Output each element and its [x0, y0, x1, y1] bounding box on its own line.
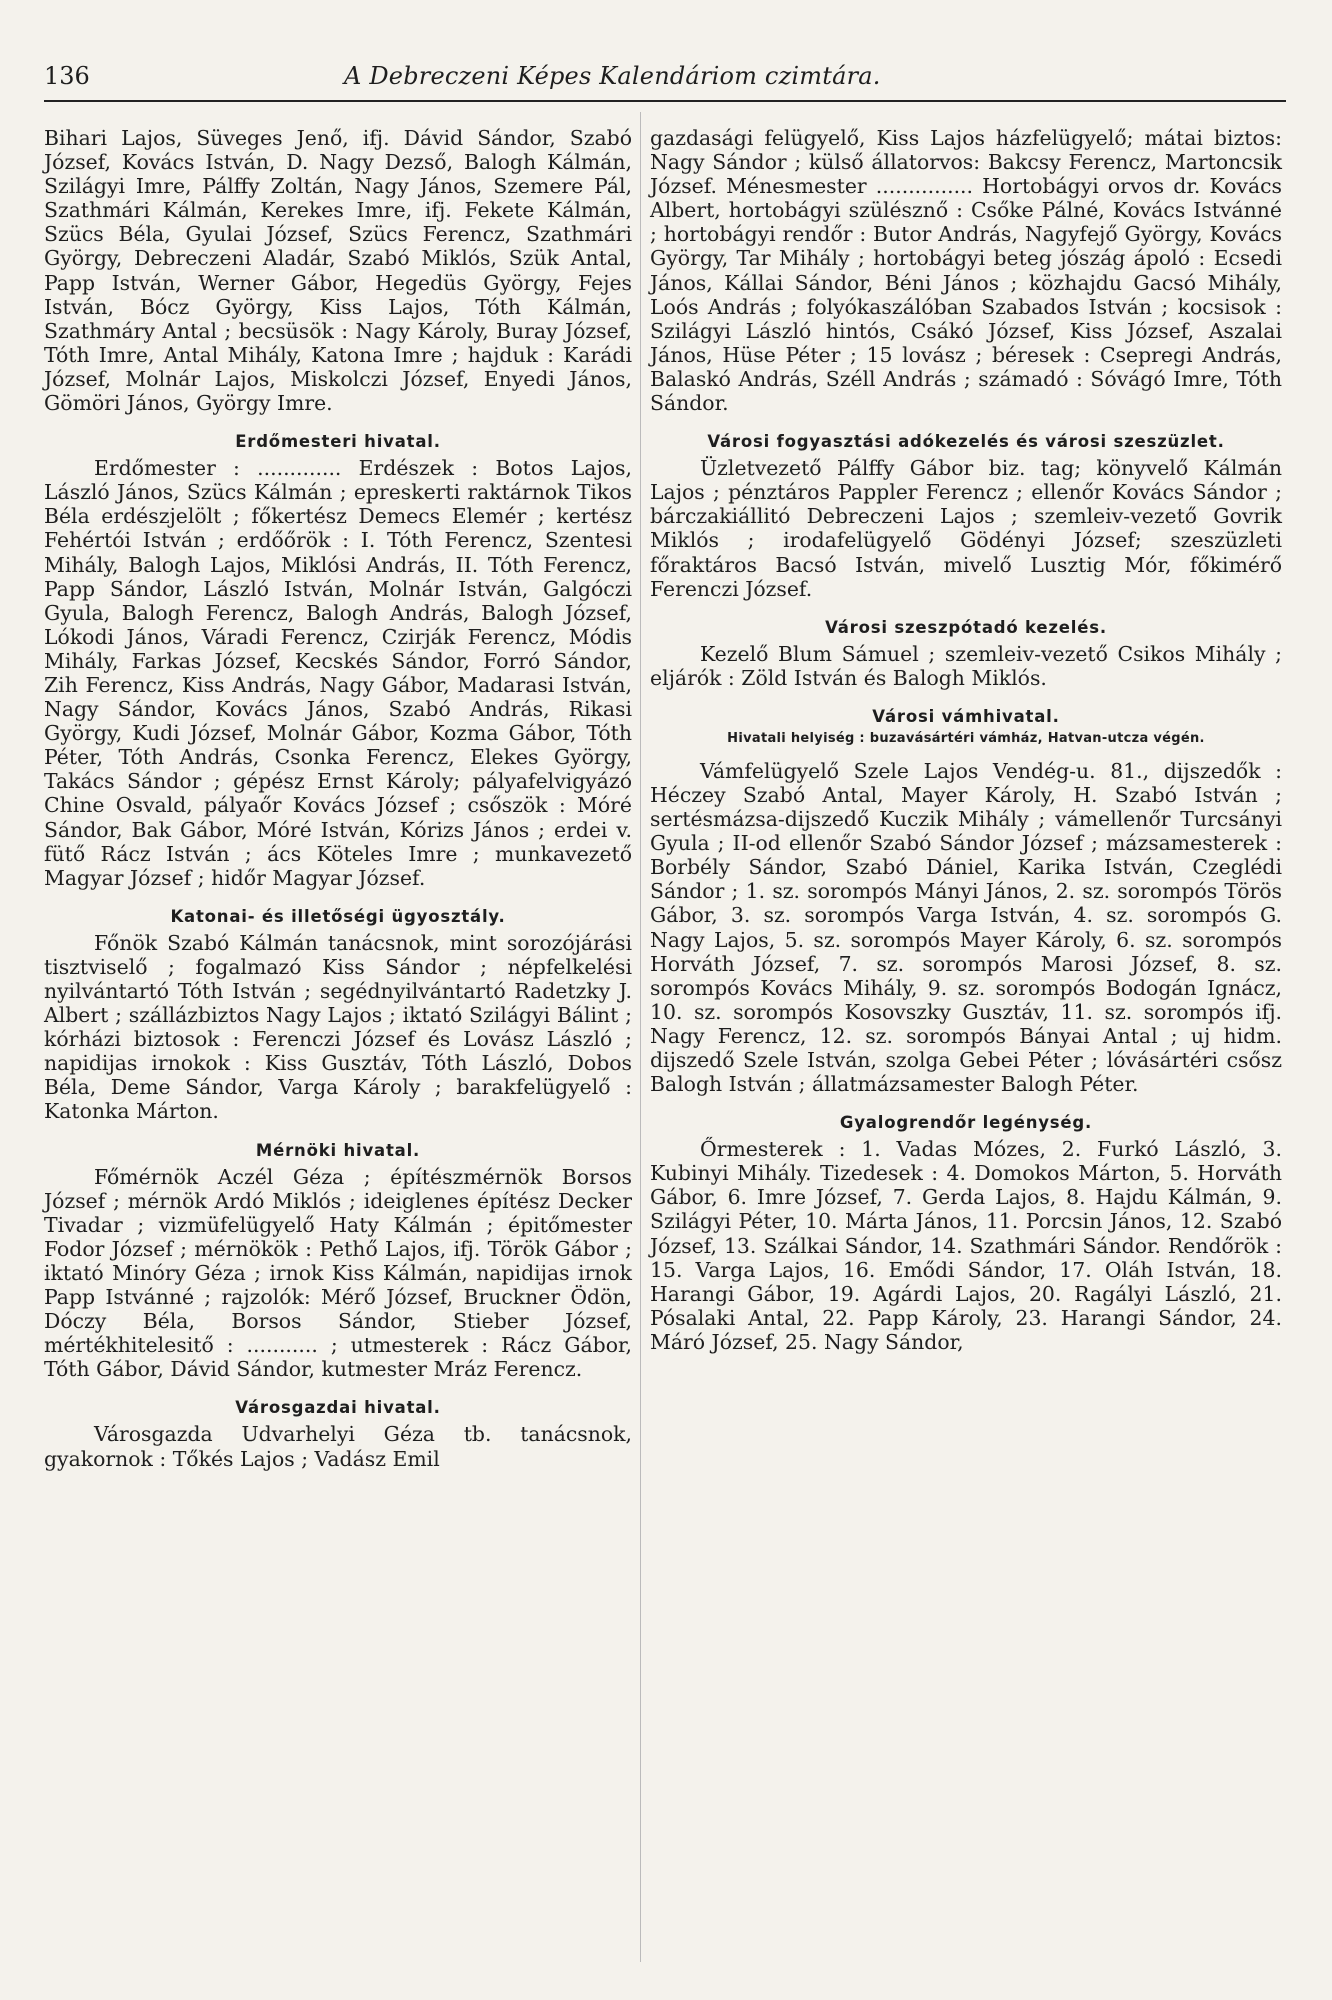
- vamhivatal-paragraph: Vámfelügyelő Szele Lajos Vendég-u. 81., dijszedők : Héczey Szabó Antal, Mayer Károly, H. Szabó István ; sertésmázsa-dijszedő Kuczik Mihály ; vámellenőr Turcsányi Gyula ; II-od ellenőr Szabó Sándor József ; mázsamesterek : Borbély Sándor, Szabó Dániel, Karika István, Czeglédi Sándor ; 1. sz. sorompós Mányi János, 2. sz. sorompós Törös Gábor, 3. sz. sorompós Varga István, 4. sz. sorompós G. Nagy Lajos, 5. sz. sorompós Mayer Károly, 6. sz. sorompós Horváth József, 7. sz. sorompós Marosi József, 8. sz. sorompós Kovács Mihály, 9. sz. sorompós Bodogán Ignácz, 10. sz. sorompós Kosovszky Gusztáv, 11. sz. sorompós ifj. Nagy Ferencz, 12. sz. sorompós Bányai Antal ; uj hidm. dijszedő Szele István, szolga Gebei Péter ; lóvásártéri csősz Balogh István ; állatmázsamester Balogh Péter.: [650, 758, 1282, 1097]
- varosgazdai-paragraph: Városgazda Udvarhelyi Géza tb. tanácsnok, gyakornok : Tőkés Lajos ; Vadász Emil: [44, 1422, 632, 1471]
- right-column: [650, 126, 1282, 1354]
- heading-erdomesteri-hivatal: Erdőmesteri hivatal.: [235, 432, 441, 452]
- gyalogrendor-paragraph: Őrmesterek : 1. Vadas Mózes, 2. Furkó László, 3. Kubinyi Mihály. Tizedesek : 4. Domokos Márton, 5. Horváth Gábor, 6. Imre József, 7. Gerda Lajos, 8. Hajdu Kálmán, 9. Szilágyi Péter, 10. Márta János, 11. Porcsin János, 12. Szabó József, 13. Szálkai Sándor, 14. Szathmári Sándor. Rendőrök : 15. Varga Lajos, 16. Emődi Sándor, 17. Oláh István, 18. Harangi Gábor, 19. Agárdi Lajos, 20. Ragályi László, 21. Pósalaki Antal, 22. Papp Károly, 23. Harangi Sándor, 24. Máró József, 25. Nagy Sándor,: [650, 1137, 1282, 1354]
- running-title: A Debreczeni Képes Kalendáriom czimtára.: [344, 62, 881, 90]
- heading-varosi-vamhivatal: Városi vámhivatal.: [872, 706, 1060, 726]
- right-intro-paragraph: gazdasági felügyelő, Kiss Lajos házfelügyelő; mátai biztos: Nagy Sándor ; külső állatorvos: Bakcsy Ferencz, Martoncsik József. Ménesmester ............... Hortobágyi orvos dr. Kovács Albert, hortobágyi szülésznő : Csőke Pálné, Kovács Istvánné ; hortobágyi rendőr : Butor András, Nagyfejő György, Kovács György, Tar Mihály ; hortobágyi beteg jószág ápoló : Ecsedi János, Kállai Sándor, Béni János ; közhajdu Gacsó Mihály, Loós András ; folyókaszálóban Szabados István ; kocsisok : Szilágyi László hintós, Csákó József, Kiss József, Aszalai János, Hüse Péter ; 15 lovász ; béresek : Csepregi András, Balaskó András, Széll András ; számadó : Sóvágó Imre, Tóth Sándor.: [650, 126, 1282, 416]
- column-divider: [640, 112, 641, 1962]
- vamhivatal-location-note: Hivatali helyiség : buzavásártéri vámház, Hatvan-utcza végén.: [727, 730, 1205, 746]
- szeszpotado-paragraph: Kezelő Blum Sámuel ; szemleiv-vezető Csikos Mihály ; eljárók : Zöld István és Balogh Miklós.: [650, 641, 1282, 690]
- page-header: [44, 60, 1286, 102]
- fogyasztasi-paragraph: Üzletvezető Pálffy Gábor biz. tag; könyvelő Kálmán Lajos ; pénztáros Pappler Ferencz ; ellenőr Kovács Sándor ; bárczakiállitó Debreczeni Lajos ; szemleiv-vezető Govrik Miklós ; irodafelügyelő Gödényi József; szeszüzleti főraktáros Bacsó István, mivelő Lusztig Mór, főkimérő Ferenczi József.: [650, 456, 1282, 601]
- left-intro-paragraph: Bihari Lajos, Süveges Jenő, ifj. Dávid Sándor, Szabó József, Kovács István, D. Nagy Dezső, Balogh Kálmán, Szilágyi Imre, Pálffy Zoltán, Nagy János, Szemere Pál, Szathmári Kálmán, Kerekes Imre, ifj. Fekete Kálmán, Szücs Béla, Gyulai József, Szücs Ferencz, Szathmári György, Debreczeni Aladár, Szabó Miklós, Szük Antal, Papp István, Werner Gábor, Hegedüs György, Fejes István, Bócz György, Kiss Lajos, Tóth Kálmán, Szathmáry Antal ; becsüsök : Nagy Károly, Buray József, Tóth Imre, Antal Mihály, Katona Imre ; hajduk : Karádi József, Molnár Lajos, Miskolczi József, Enyedi János, Gömöri János, György Imre.: [44, 126, 632, 416]
- mernoki-paragraph: Főmérnök Aczél Géza ; építészmérnök Borsos József ; mérnök Ardó Miklós ; ideiglenes építész Decker Tivadar ; vizmüfelügyelő Haty Kálmán ; épitőmester Fodor József ; mérnökök : Pethő Lajos, ifj. Török Gábor ; iktató Minóry Géza ; irnok Kiss Kálmán, napidijas irnok Papp Istvánné ; rajzolók: Mérő József, Bruckner Ödön, Dóczy Béla, Borsos Sándor, Stieber József, mértékhitelesitő : ........... ; utmesterek : Rácz Gábor, Tóth Gábor, Dávid Sándor, kutmester Mráz Ferencz.: [44, 1164, 632, 1382]
- heading-gyalogrendor-legenyseg: Gyalogrendőr legénység.: [839, 1113, 1093, 1133]
- heading-katonai-ugyosztaly: Katonai- és illetőségi ügyosztály.: [170, 906, 506, 926]
- heading-fogyasztasi-adokezeles: Városi fogyasztási adókezelés és városi szeszüzlet.: [707, 432, 1225, 452]
- left-column: [44, 126, 632, 1471]
- erdomesteri-paragraph: Erdőmester : ............. Erdészek : Botos Lajos, László János, Szücs Kálmán ; epreskerti raktárnok Tikos Béla erdészjelölt ; főkertész Demecs Elemér ; kertész Fehértói István ; erdőőrök : I. Tóth Ferencz, Szentesi Mihály, Balogh Lajos, Miklósi András, II. Tóth Ferencz, Papp Sándor, László István, Molnár István, Galgóczi Gyula, Balogh Ferencz, Balogh András, Balogh József, Lókodi János, Váradi Ferencz, Czirják Ferencz, Módis Mihály, Farkas József, Kecskés Sándor, Forró Sándor, Zih Ferencz, Kiss András, Nagy Gábor, Madarasi István, Nagy Sándor, Kovács János, Szabó András, Rikasi György, Kudi József, Molnár Gábor, Kozma Gábor, Tóth Péter, Tóth András, Csonka Ferencz, Elekes György, Takács Sándor ; gépész Ernst Károly; pályafelvigyázó Chine Osvald, pályaőr Kovács József ; csőszök : Móré Sándor, Bak Gábor, Móré István, Kórizs János ; erdei v. fütő Rácz István ; ács Köteles Imre ; munkavezető Magyar József ; hidőr Magyar József.: [44, 456, 632, 890]
- katonai-paragraph: Főnök Szabó Kálmán tanácsnok, mint sorozójárási tisztviselő ; fogalmazó Kiss Sándor ; népfelkelési nyilvántartó Tóth István ; segédnyilvántartó Radetzky J. Albert ; szállázbiztos Nagy Lajos ; iktató Szilágyi Bálint ; kórházi biztosok : Ferenczi József és Lovász László ; napidijas irnokok : Kiss Gusztáv, Tóth László, Dobos Béla, Deme Sándor, Varga Károly ; barakfelügyelő : Katonka Márton.: [44, 930, 632, 1124]
- heading-szeszpotado-kezeles: Városi szeszpótadó kezelés.: [825, 617, 1107, 637]
- page-number: 136: [44, 62, 90, 90]
- heading-mernoki-hivatal: Mérnöki hivatal.: [255, 1140, 421, 1160]
- heading-varosgazdai-hivatal: Városgazdai hivatal.: [235, 1398, 441, 1418]
